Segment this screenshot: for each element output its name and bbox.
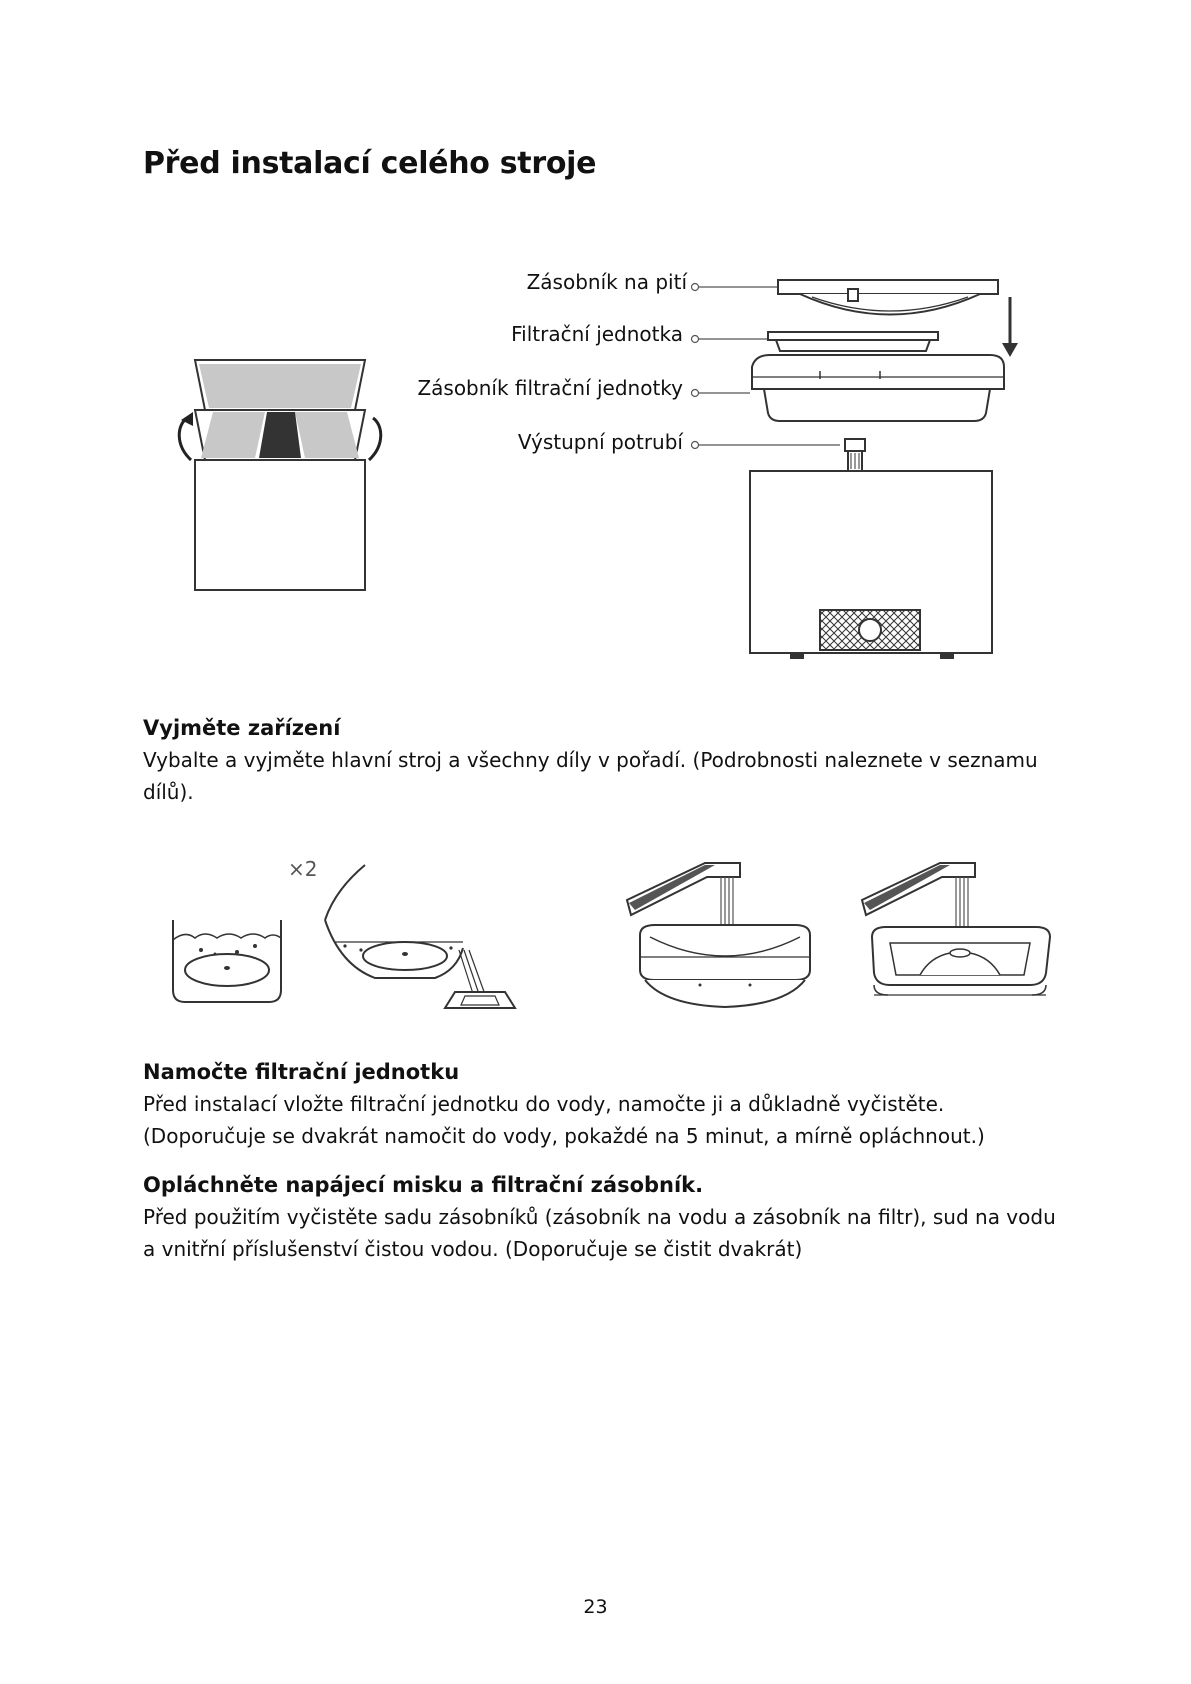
- rinsing-drinking-bowl-illustration: [625, 855, 825, 1025]
- label-outlet-pipe: Výstupní potrubí: [517, 430, 683, 454]
- page-number: 23: [583, 1596, 608, 1618]
- section-heading-unpack: Vyjměte zařízení: [143, 716, 341, 740]
- fountain-exploded-diagram: [690, 265, 1050, 665]
- section-body-rinse: Před použitím vyčistěte sadu zásobníků (zásobník na vodu a zásobník na filtr), sud na vodu a vnitřní příslušenství čistou vodou. (Doporučuje se čistit dvakrát): [143, 1205, 1056, 1261]
- section-body-soak: Před instalací vložte filtrační jednotku do vody, namočte ji a důkladně vyčistěte. (Doporučuje se dvakrát namočit do vody, pokaždé na 5 minut, a mírně opláchnout.): [143, 1092, 985, 1148]
- unboxing-box-illustration: [155, 350, 395, 610]
- label-drinking-tray: Zásobník na pití: [526, 270, 687, 294]
- label-filter-tray: Zásobník filtrační jednotky: [417, 376, 683, 400]
- soak-multiplier: ×2: [288, 857, 318, 881]
- section-heading-soak: Namočte filtrační jednotku: [143, 1060, 460, 1084]
- section-heading-rinse: Opláchněte napájecí misku a filtrační zásobník.: [143, 1173, 704, 1197]
- section-body-unpack: Vybalte a vyjměte hlavní stroj a všechny díly v pořadí. (Podrobnosti naleznete v seznamu dílů).: [143, 748, 1038, 804]
- soaking-filter-illustration: [165, 860, 525, 1020]
- rinsing-filter-tray-illustration: [860, 855, 1060, 1025]
- page-title: Před instalací celého stroje: [143, 146, 597, 181]
- label-filter-unit: Filtrační jednotka: [511, 322, 683, 346]
